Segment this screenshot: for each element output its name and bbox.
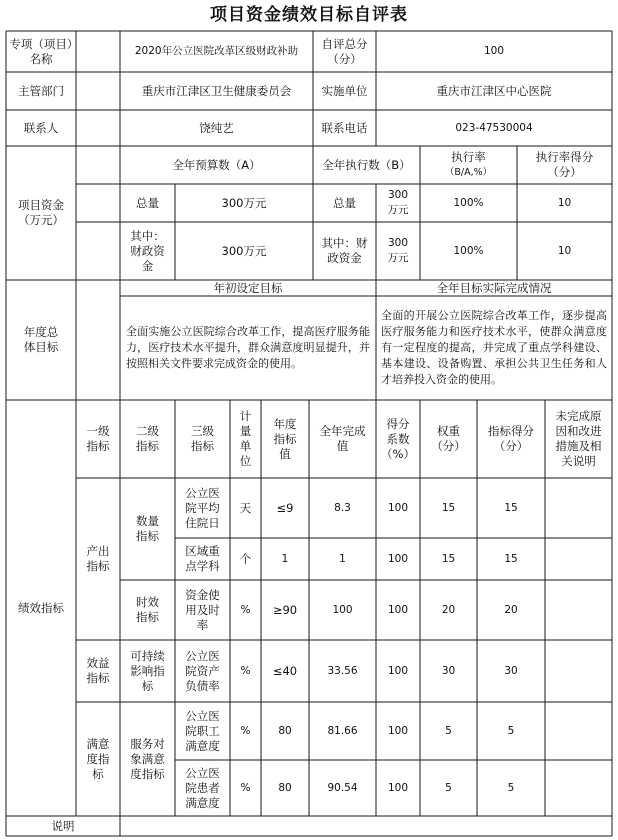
col-budget: 全年预算数（A） [172,157,261,172]
group-timeliness: 时效指标 [136,595,159,624]
row0-score: 15 [504,501,518,514]
hdr-actual: 全年完成值 [319,424,366,453]
funds-total-exec-label: 总量 [333,195,356,210]
row3-actual: 33.56 [327,664,358,677]
row4-actual: 81.66 [327,724,358,737]
dept-value: 重庆市江津区卫生健康委员会 [141,83,292,98]
row3-l3: 公立医院资产负债率 [185,648,220,693]
contact-label: 联系人 [23,120,59,135]
phone-value: 023-47530004 [455,121,533,134]
row1-coef: 100 [387,552,409,565]
remark-label: 说明 [51,818,75,833]
annual-label: 年度总体目标 [23,325,59,354]
funds-fiscal-exec: 300万元 [387,237,409,264]
row4-l3: 公立医院职工满意度 [185,708,220,753]
row1-l3: 区域重点学科 [185,544,220,573]
dept-label: 主管部门 [18,83,64,98]
row2-coef: 100 [387,603,409,616]
funds-total-score: 10 [557,196,572,209]
form-title: 项目资金绩效目标自评表 [210,5,408,25]
row5-coef: 100 [387,781,409,794]
row1-score: 15 [504,552,518,565]
group-service: 服务对象满意度指标 [130,736,165,781]
perf-label: 绩效指标 [18,600,64,615]
col-exec: 全年执行数（B） [322,157,411,172]
row3-weight: 30 [441,664,456,677]
row5-l3: 公立医院患者满意度 [185,765,220,810]
row0-unit: 天 [239,500,252,515]
hdr-l2: 二级指标 [136,424,159,453]
row5-weight: 5 [445,781,452,794]
row3-score: 30 [504,664,518,677]
row0-coef: 100 [387,501,409,514]
impl-value: 重庆市江津区中心医院 [436,83,552,98]
row5-unit: % [240,781,251,794]
hdr-score: 指标得分（分） [488,424,534,453]
row4-coef: 100 [387,724,409,737]
row1-weight: 15 [441,552,456,565]
hdr-target: 年度指标值 [273,416,297,461]
hdr-l3: 三级指标 [191,424,214,453]
score-value: 100 [483,45,505,57]
row2-weight: 20 [441,603,456,616]
hdr-coef: 得分系数（%） [381,416,415,461]
goal-text: 全面实施公立医院综合改革工作，提高医疗服务能力，医疗技术水平提升，群众满意度明显提升，并按照相关文件要求完成资金的使用。 [126,325,370,370]
group-output: 产出指标 [86,544,110,573]
row0-weight: 15 [441,501,456,514]
hdr-weight: 权重（分） [431,424,466,453]
row5-actual: 90.54 [327,781,358,794]
funds-fiscal-rate: 100% [453,244,484,257]
row2-score: 20 [504,603,518,616]
row0-actual: 8.3 [334,501,351,514]
actual-text: 全面的开展公立医院综合改革工作，逐步提高医疗服务能力和医疗技术水平，使群众满意度有一定程度的提高，并完成了重点学科建设、基本建设、设备购置、承担公共卫生任务和人才培养投入资金的使用。 [381,309,607,386]
row1-target: 1 [281,552,289,565]
row5-score: 5 [507,781,515,794]
funds-fiscal-score: 10 [557,244,572,257]
row0-l3: 公立医院平均住院日 [185,485,220,530]
score-label: 自评总分（分） [321,36,368,66]
row2-l3: 资金使用及时率 [185,587,220,632]
funds-label: 项目资金（万元） [18,198,64,227]
col-rate-score: 执行率得分（分） [535,150,594,179]
group-sustain: 可持续影响指标 [130,648,165,693]
project-label: 专项（项目）名称 [9,36,73,66]
funds-total-budget: 300万元 [221,195,267,210]
funds-fiscal-label: 其中：财政资金 [130,228,165,273]
row3-target: ≤40 [272,663,298,678]
funds-fiscal-exec-label: 其中：财政资金 [321,236,368,265]
phone-label: 联系电话 [321,120,368,135]
project-value: 2020年公立医院改革区级财政补助 [134,45,299,57]
col-actual: 全年目标实际完成情况 [436,280,552,295]
row1-actual: 1 [339,552,346,565]
row4-target: 80 [278,724,292,737]
row4-score: 5 [507,724,515,737]
row5-target: 80 [278,781,292,794]
row4-weight: 5 [445,724,452,737]
impl-label: 实施单位 [321,83,368,98]
contact-value: 饶纯艺 [199,120,234,135]
hdr-note: 未完成原因和改进措施及相关说明 [555,409,602,468]
group-quantity: 数量指标 [136,514,159,543]
hdr-l1: 一级指标 [86,424,110,453]
row2-target: ≥90 [272,602,298,617]
col-rate-unit: （B/A,%） [444,167,493,178]
row3-coef: 100 [387,664,409,677]
hdr-unit: 计量单位 [239,409,252,468]
row1-unit: 个 [239,551,252,566]
row2-unit: % [240,603,251,616]
col-rate-title: 执行率 [451,150,486,164]
funds-total-label: 总量 [136,195,159,210]
row3-unit: % [240,664,251,677]
funds-total-exec: 300万元 [387,189,409,216]
col-goal: 年初设定目标 [213,280,283,295]
row4-unit: % [240,724,251,737]
funds-fiscal-budget: 300万元 [221,243,267,258]
row0-target: ≤9 [276,500,294,515]
col-rate [420,146,517,184]
funds-total-rate: 100% [453,196,484,209]
group-satisfaction: 满意度指标 [86,736,110,781]
row2-actual: 100 [332,603,353,616]
group-benefit: 效益指标 [86,656,110,685]
